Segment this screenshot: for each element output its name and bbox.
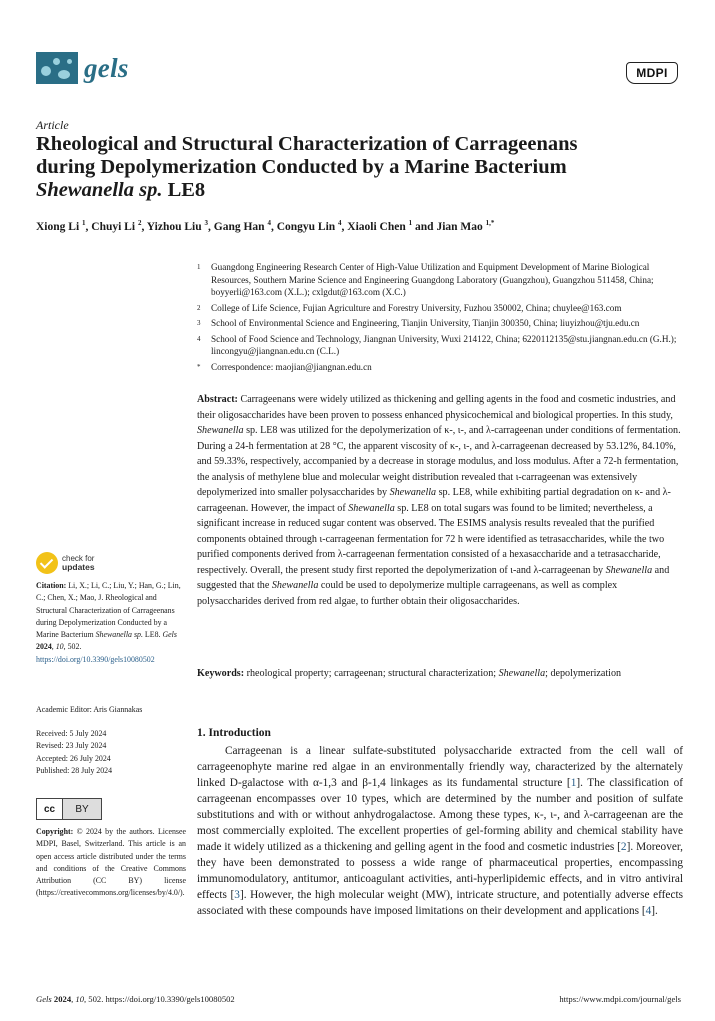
affiliation-text: School of Food Science and Technology, Jiangnan University, Wuxi 214122, China; 6220112135@stu.jiangnan.edu.cn (G.H.); lincongyu@jiangnan.edu.cn (C.L.) bbox=[211, 333, 677, 356]
reference-link[interactable]: 3 bbox=[234, 889, 240, 901]
footer-journal-link[interactable]: https://www.mdpi.com/journal/gels bbox=[559, 994, 681, 1004]
article-type: Article bbox=[36, 118, 69, 132]
affiliation-number: 1 bbox=[197, 263, 201, 271]
copyright-block bbox=[36, 826, 186, 900]
journal-name: gels bbox=[84, 52, 129, 83]
citation-block bbox=[36, 580, 186, 666]
introduction-paragraph: Carrageenan is a linear sulfate-substituted polysaccharide extracted from the cell wall of carrageenophyte marine red algae in an environmentally friendly way, characterized by the alternately linked D-galactose with α-1,3 and β-1,4 linkages as its fundamental structure [1]. The classification of carrageenan encompasses over 10 types, which are determined by the number and position of sulfate substitutions and with or without anhydrogalactose. Among these types, κ-, ι-, and λ-carrageenan are the most commercially exploited. The excellent properties of gel-forming ability and chemical stability have made it widely utilized as a thickening and gelling agent in the food and cosmetic industries [2]. Moreover, they have been demonstrated to possess a wide range of pharmaceutical properties, encompassing immunomodulatory, antitumor, anticoagulant activities, anti-hyperlipidemic effects, and in vitro antiviral effects [3]. However, the high molecular weight (MW), intricate structure, and potentially adverse effects associated with these compounds have imposed limitations on their development and applications [4]. bbox=[197, 745, 684, 917]
journal-logo bbox=[36, 52, 129, 84]
cc-by-license-badge[interactable] bbox=[36, 798, 102, 820]
publication-dates bbox=[36, 728, 186, 777]
affiliation-item bbox=[197, 261, 687, 299]
copyright-text: © 2024 by the authors. Licensee MDPI, Basel, Switzerland. This article is an open access article distributed under the terms and conditions of the Creative Commons Attribution (CC BY) license (https://creativecommons.org/licenses/by/4.0/). bbox=[36, 827, 186, 898]
author-affiliation-ref: 2 bbox=[137, 219, 142, 227]
check-updates-line2: updates bbox=[62, 562, 95, 572]
title-line: during Depolymerization Conducted by a Marine Bacterium bbox=[36, 156, 567, 178]
author-name[interactable]: Yizhou Liu bbox=[146, 220, 202, 233]
abstract-label: Abstract: bbox=[197, 394, 238, 405]
title-species: Shewanella sp. bbox=[36, 179, 163, 201]
author-name[interactable]: Chuyi Li bbox=[91, 220, 136, 233]
author-affiliation-ref: 4 bbox=[338, 219, 342, 227]
citation-text: Li, X.; Li, C.; Liu, Y.; Han, G.; Lin, C.; Chen, X.; Mao, J. Rheological and Structural Characterization of Carrageenans during Depolymerization Conducted by a Marine Bacterium Shewanella sp. LE8. Gels 2024, 10, 502. https://doi.org/10.3390/gels10080502 bbox=[36, 581, 181, 664]
affiliation-number: 4 bbox=[197, 334, 201, 343]
author-name[interactable]: Xiaoli Chen bbox=[347, 220, 406, 233]
affiliation-item bbox=[197, 333, 687, 358]
affiliation-number: 3 bbox=[197, 319, 201, 327]
date-published: Published: 28 July 2024 bbox=[36, 765, 113, 775]
affiliation-text: Correspondence: maojian@jiangnan.edu.cn bbox=[211, 361, 372, 372]
reference-link[interactable]: 4 bbox=[645, 905, 652, 917]
doi-link[interactable]: https://doi.org/10.3390/gels10080502 bbox=[36, 654, 155, 664]
affiliation-number: 2 bbox=[197, 303, 201, 312]
affiliation-text: Guangdong Engineering Research Center of High-Value Utilization and Equipment Development of Marine Biological Resources, Southern Marine Science and Engineering Guangdong Laboratory (Guangzhou), Guangzhou 511458, China; boyyerli@163.com (X.L.); cxlgdut@163.com (X.C.) bbox=[211, 262, 654, 297]
keywords-text: rheological property; carrageenan; structural characterization; Shewanella; depolymerization bbox=[246, 668, 622, 679]
reference-link[interactable]: 2 bbox=[620, 841, 627, 853]
author-affiliation-ref: 1,* bbox=[485, 219, 495, 227]
author-name[interactable]: Jian Mao bbox=[436, 220, 483, 233]
copyright-label: Copyright: bbox=[36, 827, 74, 836]
author-name[interactable]: Xiong Li bbox=[36, 220, 80, 233]
date-revised: Revised: 23 July 2024 bbox=[36, 741, 107, 751]
creative-commons-icon: cc bbox=[37, 799, 63, 819]
author-list: Xiong Li $^1$, Chuyi Li $^2$, Yizhou Liu $^3$, Gang Han $^4$, Congyu Lin $^4$, Xiaoli Chen $^1$ and Jian Mao $^{1,*}$ bbox=[36, 219, 495, 233]
date-accepted: Accepted: 26 July 2024 bbox=[36, 753, 111, 763]
keywords-label: Keywords: bbox=[197, 668, 245, 679]
author-affiliation-ref: 4 bbox=[267, 219, 271, 227]
check-for-updates-badge[interactable] bbox=[36, 552, 95, 574]
affiliation-item bbox=[197, 317, 687, 330]
abstract-text: Carrageenans were widely utilized as thickening and gelling agents in the food and cosmetic industries, and their oligosaccharides have been proven to possess enhanced physicochemical and biological properties. In this study, Shewanella sp. LE8 was utilized for the depolymerization of κ-, ι-, and λ-carrageenan under conditions of fermentation. During a 24-h fermentation at 28 °C, the apparent viscosity of κ-, ι-, and λ-carrageenan decreased by 53.12%, 84.10%, and 59.33%, respectively, accompanied by a decrease in storage modulus, and loss modulus. After a 72-h fermentation, the analysis of methylene blue and molecular weight distribution revealed that ι-carrageenan was extensively depolymerized into smaller polysaccharides by Shewanella sp. LE8, while exhibiting partial degradation on κ- and λ-carrageenan. However, the impact of Shewanella sp. LE8 on total sugars was found to be limited; nevertheless, a significant increase in reduced sugar content was observed. The ESIMS analysis results revealed that the purified components obtained through ι-carrageenan fermentation for 72 h were identified as tetrasaccharides, while the two purified components derived from λ-carrageenan fermentation consisted of a hexasaccharide and a tetrasaccharide, respectively. Overall, the present study first reported the depolymerization of ι-and λ-carrageenan by Shewanella and suggested that the Shewanella could be used to depolymerize multiple carrageenans, as well as complex polysaccharides derived from red algae, to further obtain their oligosaccharides. bbox=[197, 394, 681, 607]
author-name[interactable]: Congyu Lin bbox=[276, 220, 336, 233]
affiliation-text: School of Environmental Science and Engineering, Tianjin University, Tianjin 300350, China; liuyizhou@tju.edu.cn bbox=[211, 318, 640, 328]
author-name[interactable]: Gang Han bbox=[213, 220, 265, 233]
section-heading: 1. Introduction bbox=[197, 727, 271, 739]
abstract bbox=[197, 392, 681, 609]
title-line: Rheological and Structural Characterization of Carrageenans bbox=[36, 133, 578, 155]
author-affiliation-ref: 1 bbox=[408, 219, 413, 227]
citation-label: Citation: bbox=[36, 581, 67, 590]
date-received: Received: 5 July 2024 bbox=[36, 729, 107, 738]
affiliation-number: * bbox=[197, 362, 201, 371]
checkmark-icon bbox=[36, 552, 58, 574]
gels-logo-icon bbox=[36, 52, 78, 84]
reference-link[interactable]: 1 bbox=[570, 777, 577, 789]
affiliation-text: College of Life Science, Fujian Agriculture and Forestry University, Fuzhou 350002, China; chuylee@163.com bbox=[211, 302, 622, 313]
title-line bbox=[36, 179, 686, 202]
author-affiliation-ref: 3 bbox=[204, 219, 208, 227]
publisher-logo: MDPI bbox=[626, 62, 678, 84]
affiliation-item bbox=[197, 361, 687, 374]
title-strain: LE8 bbox=[162, 179, 206, 201]
keywords bbox=[197, 666, 681, 681]
article-title bbox=[36, 133, 686, 202]
attribution-icon: BY bbox=[63, 799, 101, 819]
affiliations bbox=[197, 261, 687, 376]
academic-editor: Academic Editor: Aris Giannakas bbox=[36, 705, 143, 714]
footer-citation: Gels 2024, 10, 502. https://doi.org/10.3390/gels10080502 bbox=[36, 994, 235, 1004]
affiliation-item bbox=[197, 302, 687, 315]
author-affiliation-ref: 1 bbox=[82, 219, 86, 227]
check-updates-line1: check for bbox=[62, 554, 95, 563]
